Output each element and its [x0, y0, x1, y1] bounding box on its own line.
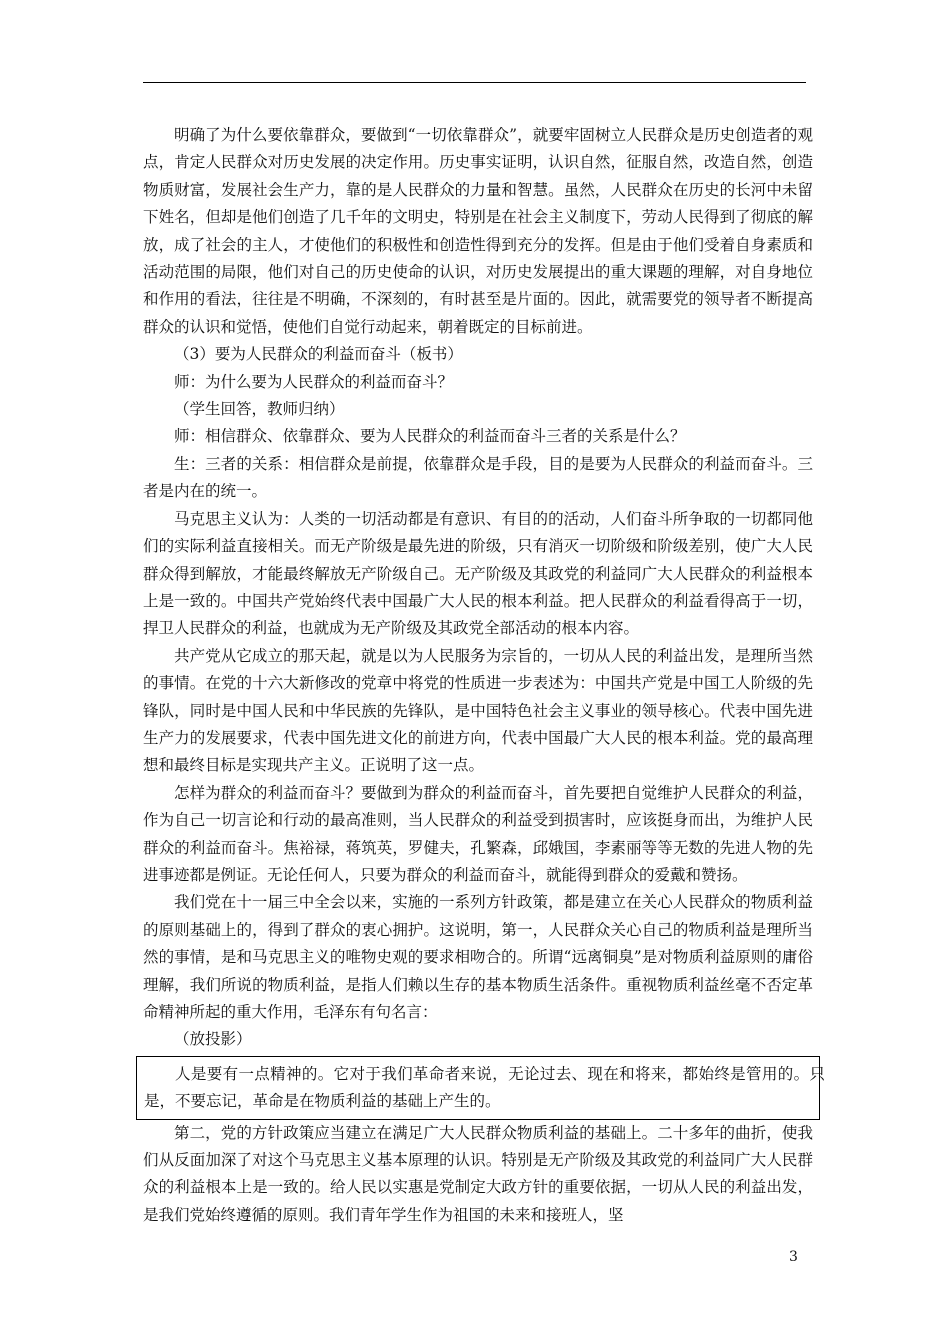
body-paragraph: 明确了为什么要依靠群众，要做到“一切依靠群众”，就要牢固树立人民群众是历史创造者的观点，肯定人民群众对历史发展的决定作用。历史事实证明，认识自然，征服自然，改造自然，创造物质财富，发展社会生产力，靠的是人民群众的力量和智慧。虽然，人民群众在历史的长河中未留下姓名，但却是他们创造了几千年的文明史，特别是在社会主义制度下，劳动人民得到了彻底的解放，成了社会的主人，才使他们的积极性和创造性得到充分的发挥。但是由于他们受着自身素质和活动范围的局限，他们对自己的历史使命的认识，对历史发展提出的重大课题的理解，对自身地位和作用的看法，往往是不明确，不深刻的，有时甚至是片面的。因此，就需要党的领导者不断提高群众的认识和觉悟，使他们自觉行动起来，朝着既定的目标前进。 [143, 126, 813, 336]
quote-text: 人是要有一点精神的。它对于我们革命者来说，无论过去、现在和将来，都始终是管用的。只是，不要忘记，革命是在物质利益的基础上产生的。 [144, 1064, 825, 1111]
teacher-question: 师：相信群众、依靠群众、要为人民群众的利益而奋斗三者的关系是什么？ [174, 427, 686, 446]
stage-note: （学生回答，教师归纳） [174, 400, 345, 419]
section-heading: （3）要为人民群众的利益而奋斗（板书） [174, 345, 463, 364]
body-paragraph: 怎样为群众的利益而奋斗？要做到为群众的利益而奋斗，首先要把自觉维护人民群众的利益，作为自己一切言论和行动的最高准则，当人民群众的利益受到损害时，应该挺身而出，为维护人民群众的利益而奋斗。焦裕禄，蒋筑英，罗健夫，孔繁森，邱娥国，李素丽等等无数的先进人物的先进事迹都是例证。无论任何人，只要为群众的利益而奋斗，就能得到群众的爱戴和赞扬。 [143, 783, 813, 884]
body-paragraph: 马克思主义认为：人类的一切活动都是有意识、有目的的活动，人们奋斗所争取的一切都同他们的实际利益直接相关。而无产阶级是最先进的阶级，只有消灭一切阶级和阶级差别，使广大人民群众得到解放，才能最终解放无产阶级自己。无产阶级及其政党的利益同广大人民群众的利益根本上是一致的。中国共产党始终代表中国最广大人民的根本利益。把人民群众的利益看得高于一切，捍卫人民群众的利益，也就成为无产阶级及其政党全部活动的根本内容。 [143, 509, 813, 638]
body-paragraph: 第二，党的方针政策应当建立在满足广大人民群众物质利益的基础上。二十多年的曲折，使我们从反面加深了对这个马克思主义基本原理的认识。特别是无产阶级及其政党的利益同广大人民群众的利益根本上是一致的。给人民以实惠是党制定大政方针的重要依据，一切从人民的利益出发，是我们党始终遵循的原则。我们青年学生作为祖国的未来和接班人，坚 [143, 1123, 813, 1224]
body-paragraph: 我们党在十一届三中全会以来，实施的一系列方针政策，都是建立在关心人民群众的物质利益的原则基础上的，得到了群众的衷心拥护。这说明，第一，人民群众关心自己的物质利益是理所当然的事情，是和马克思主义的唯物史观的要求相吻合的。所谓“远离铜臭”是对物质利益原则的庸俗理解，我们所说的物质利益，是指人们赖以生存的基本物质生活条件。重视物质利益丝毫不否定革命精神所起的重大作用，毛泽东有句名言： [143, 893, 813, 1021]
quote-box [136, 1056, 825, 1120]
page-number: 3 [789, 1249, 798, 1265]
teacher-question: 师：为什么要为人民群众的利益而奋斗？ [174, 372, 454, 391]
student-answer: 生：三者的关系：相信群众是前提，依靠群众是手段，目的是要为人民群众的利益而奋斗。三者是内在的统一。 [143, 454, 813, 501]
document-body [143, 122, 825, 1229]
header-rule [143, 82, 806, 83]
body-paragraph: 共产党从它成立的那天起，就是以为人民服务为宗旨的，一切从人民的利益出发，是理所当然的事情。在党的十六大新修改的党章中将党的性质进一步表述为：中国共产党是中国工人阶级的先锋队，同时是中国人民和中华民族的先锋队，是中国特色社会主义事业的领导核心。代表中国先进生产力的发展要求，代表中国先进文化的前进方向，代表中国最广大人民的根本利益。党的最高理想和最终目标是实现共产主义。正说明了这一点。 [143, 646, 813, 775]
stage-note: （放投影） [174, 1030, 252, 1049]
